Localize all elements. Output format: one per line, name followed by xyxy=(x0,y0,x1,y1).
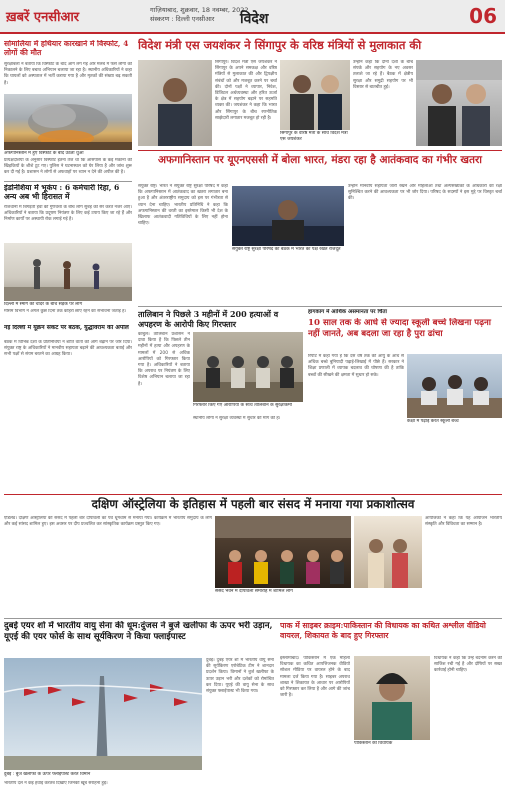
dubai-body: दुबई। दुबई एयर शो में भारतीय वायु सेना की सूर्यकिरण एरोबेटिक टीम ने शानदार प्रदर्शन किया। विमानों ने बुर्ज खलीफा के ऊपर उड़ान भरी और दर्शकों को रोमांचित कर दिया। यूएई की वायु सेना के साथ संयुक्त फ्लाईपास्ट भी किया गया। xyxy=(206,658,274,695)
dubai-photo xyxy=(4,658,202,770)
taliban-caption: गिरफ्तार किए गए आरोपियों के साथ तालिबान के सुरक्षाकर्मी xyxy=(193,403,292,408)
delhi-caption: दिल्ली में स्मॉग की चादर के बीच सड़क पर लोग xyxy=(4,302,83,307)
afghan-caption: संयुक्त राष्ट्र सुरक्षा परिषद की बैठक में भारत का पक्ष रखते राजदूत xyxy=(232,247,341,252)
dubai-body-2: भारतीय दल ने कई हवाई करतब दिखाए जिनकी खूब सराहना हुई। xyxy=(4,781,108,786)
handshake-image xyxy=(416,60,502,146)
unsc-photo xyxy=(232,186,344,246)
dubai-headline: दुबई एयर शो में भारतीय वायु सेना की धूम:दुंजस ने बुर्ज खलीफा के ऊपर भरी उड़ान, यूएई की एयर फोर्स के साथ सूर्यकिरण ने किया फ्लाईपास्ट xyxy=(4,621,273,642)
afghan-headline: अफगानिस्तान पर यूएनएससी में बोला भारत, मंडरा रहा है आतंकवाद का गंभीर खतरा xyxy=(157,154,483,166)
taliban-headline: तालिबान ने पिछले 3 महीनों में 200 हत्याओं व अपहरण के आरोपी किए गिरफ्तार xyxy=(138,309,279,329)
minister-image xyxy=(138,60,212,146)
afghan-body: संयुक्त राष्ट्र। भारत ने संयुक्त राष्ट्र सुरक्षा परिषद में कहा कि अफगानिस्तान में आतंकवाद का खतरा लगातार बना हुआ है और अंतरराष्ट्रीय समुदाय को इस पर गंभीरता से ध्यान देना चाहिए। भारतीय प्रतिनिधि ने कहा कि अफगानिस्तान की धरती का इस्तेमाल किसी भी देश के खिलाफ आतंकवादी गतिविधियों के लिए नहीं होना चाहिए। xyxy=(138,184,228,227)
pakistan-headline: पाक में साइबर क्राइम:पाकिस्तान की विधायक का कथित अश्लील वीडियो वायरल, शिकायत के बाद हुए गिरफ्तार xyxy=(280,621,486,640)
hongkong-headline: 10 साल तक के आधे से ज्यादा स्कूली बच्चे लिखना पढ़ना नहीं जानते, अब बदला जा रहा है पुरा ढांचा xyxy=(308,318,492,339)
lead-body: सिंगापुर। विदेश मंत्री एस जयशंकर ने सिंगापुर के अपने समकक्ष और वरिष्ठ मंत्रियों से मुलाकात की और द्विपक्षीय संबंधों को और मजबूत करने पर चर्चा की। दोनों पक्षों ने व्यापार, निवेश, डिजिटल अर्थव्यवस्था और हरित ऊर्जा के क्षेत्र में सहयोग बढ़ाने पर सहमति व्यक्त की। जयशंकर ने कहा कि भारत और सिंगापुर के बीच रणनीतिक साझेदारी लगातार मजबूत हो रही है। xyxy=(215,60,277,121)
lead-headline: विदेश मंत्री एस जयशंकर ने सिंगापुर के वरिष्ठ मंत्रियों से मुलाकात की xyxy=(138,38,422,52)
delhi-body-2: मौसम विभाग ने अगले कुछ दिनों तक कोहरा छाए रहने की संभावना जताई है। xyxy=(4,309,127,314)
diwali-event-image xyxy=(215,516,351,588)
edition-text: संस्करण : दिल्ली एनसीआर xyxy=(150,15,215,23)
australia-body-2: आयोजकों ने कहा कि यह आयोजन भारतीय संस्कृति और विविधता का सम्मान है। xyxy=(425,516,502,528)
delhi-headline: इंडोनेशिया में भूकंप : 6 कर्मचारी रिहा, 6 अन्य अब भी हिरासत में xyxy=(4,184,120,201)
section-title: विदेश xyxy=(240,11,269,27)
australia-body: एडिलेड। दक्षिण ऑस्ट्रेलिया की संसद में पहली बार दीपावली का पर्व धूमधाम से मनाया गया। कार्यक्रम में भारतीय समुदाय के लोग और कई सांसद शामिल हुए। इस अवसर पर दीप प्रज्वलित कर सांस्कृतिक कार्यक्रम प्रस्तुत किए गए। xyxy=(4,516,212,528)
masthead xyxy=(0,0,505,34)
smog-image xyxy=(4,243,132,301)
afghan-body-2: उन्होंने मानवीय सहायता जारी रखने और महिलाओं तथा अल्पसंख्यकों के अधिकारों की रक्षा सुनिश्चित करने की आवश्यकता पर भी जोर दिया। परिषद के सदस्यों ने इस मुद्दे पर विस्तृत चर्चा की। xyxy=(348,184,502,202)
meeting-image xyxy=(280,60,350,130)
lead-photo-2 xyxy=(280,60,350,130)
lead-caption: सिंगापुर के वरिष्ठ मंत्री के साथ विदेश मंत्री एस जयशंकर xyxy=(280,131,348,142)
smog-photo xyxy=(4,243,132,301)
page-number: 06 xyxy=(469,4,497,28)
explosion-image xyxy=(4,94,132,150)
divider xyxy=(138,150,502,151)
australia-photo xyxy=(215,516,351,588)
lead-photo-1 xyxy=(138,60,212,146)
syria-headline: सोमालिया में हथियार कारखाने में विस्फोट, 4 लोगों की मौत xyxy=(4,40,129,57)
divider xyxy=(4,181,132,182)
explosion-photo xyxy=(4,94,132,150)
pakistan-body: इस्लामाबाद। पाकिस्तान में एक महिला विधायक का कथित आपत्तिजनक वीडियो सोशल मीडिया पर वायरल होने के बाद मामला दर्ज किया गया है। साइबर अपराध शाखा ने शिकायत के आधार पर आरोपियों को गिरफ्तार कर लिया है और आगे की जांच जारी है। xyxy=(280,656,350,699)
australia-photo-2 xyxy=(354,516,422,588)
delhi-body: राजधानी में बिगड़ती हवा की गुणवत्ता के बीच लोग सुबह की सैर करते नजर आए। अधिकारियों ने बताया कि प्रदूषण नियंत्रण के लिए कई उपाय किए जा रहे हैं और निर्माण कार्यों पर अस्थायी रोक लगाई गई है। xyxy=(4,205,132,223)
pakistan-body-2: विधायक ने कहा कि उन्हें बदनाम करने की साजिश रची गई है और दोषियों पर सख्त कार्रवाई होनी चाहिए। xyxy=(434,656,502,674)
australia-headline: दक्षिण ऑस्ट्रेलिया के इतिहास में पहली बार संसद में मनाया गया प्रकाशोत्सव xyxy=(91,497,415,511)
hongkong-kicker: हांगकांग में आर्थिक असमानता पर चिंता xyxy=(308,309,387,315)
date-text: गाज़ियाबाद, शुक्रवार, 18 नवम्बर, 2022 xyxy=(150,6,249,14)
unsc-image xyxy=(232,186,344,246)
taliban-photo xyxy=(193,332,303,402)
lead-body-2: उन्होंने कहा कि दोनों देशों के बीच संपर्क और सहयोग के नए अवसर तलाशे जा रहे हैं। बैठक में क्षेत्रीय सुरक्षा और समुद्री सहयोग पर भी विस्तार से बातचीत हुई। xyxy=(353,60,413,90)
hongkong-body: रिपोर्ट में कहा गया है कि दस वर्ष तक की आयु के आधे से अधिक बच्चे बुनियादी पढ़ाई-लिखाई में पीछे हैं। सरकार ने शिक्षा प्रणाली में व्यापक बदलाव की घोषणा की है ताकि बच्चों की सीखने की क्षमता में सुधार हो सके। xyxy=(308,354,404,378)
date-line xyxy=(150,6,249,24)
ukraine-headline: नई दिल्ली में यूक्रेन संकट पर बैठक, युद्धविराम की अपील xyxy=(4,325,129,331)
taliban-body-2: स्थानीय लोगों ने सुरक्षा व्यवस्था में सुधार की मांग की है। xyxy=(193,416,281,421)
hongkong-caption: कक्षा में पढ़ाई करते स्कूली बच्चे xyxy=(407,419,459,424)
taliban-body: काबुल। तालिबान प्रशासन ने दावा किया है कि पिछले तीन महीनों में हत्या और अपहरण के मामलों में 200 से अधिक आरोपियों को गिरफ्तार किया गया है। अधिकारियों ने बताया कि अपराध पर नियंत्रण के लिए विशेष अभियान चलाया जा रहा है। xyxy=(138,332,190,387)
school-photo xyxy=(407,354,502,418)
ukraine-body: बैठक में विभिन्न देशों के प्रतिनिधियों ने शांति वार्ता को आगे बढ़ाने पर जोर दिया। संयुक्त राष्ट्र के अधिकारियों ने मानवीय सहायता बढ़ाने की आवश्यकता बताई और सभी पक्षों से संयम बरतने का आग्रह किया। xyxy=(4,340,132,358)
divider xyxy=(4,618,502,619)
lead-photo-3 xyxy=(416,60,502,146)
classroom-image xyxy=(407,354,502,418)
pakistan-photo xyxy=(354,656,430,740)
australia-caption: संसद भवन में दीपावली समारोह में शामिल लोग xyxy=(215,589,293,594)
newspaper-logo: ख़बरें एनसीआर xyxy=(6,10,80,25)
legislator-image xyxy=(354,656,430,740)
syria-caption: अफगानिस्तान में हुए विस्फोट के बाद उठता धुआं xyxy=(4,151,84,156)
syria-body: सुरक्षाबलों ने बताया कि विस्फोट के बाद आग लग गई और मलबे में फंसे लोगों को निकालने के लिए बचाव अभियान चलाया जा रहा है। स्थानीय अधिकारियों ने कहा कि घायलों को अस्पताल में भर्ती कराया गया है और मृतकों की संख्या बढ़ सकती है। xyxy=(4,62,132,86)
airshow-image xyxy=(4,658,202,770)
lamp-lighting-image xyxy=(354,516,422,588)
syria-body-2: प्रत्यक्षदर्शियों के अनुसार विस्फोट इतना तेज था कि आसपास के कई मकानों की खिड़कियों के शीशे टूट गए। पुलिस ने घटनास्थल को घेर लिया है और जांच शुरू कर दी गई है। प्रशासन ने लोगों से अफवाहों पर ध्यान न देने की अपील की है। xyxy=(4,158,132,176)
divider xyxy=(138,306,502,307)
divider xyxy=(4,494,502,495)
dubai-caption: दुबई : बुर्ज खलीफा के ऊपर फ्लाईपास्ट करते विमान xyxy=(4,772,91,777)
detainees-image xyxy=(193,332,303,402)
pakistan-caption: पाकिस्तान की विधायक xyxy=(354,741,393,746)
